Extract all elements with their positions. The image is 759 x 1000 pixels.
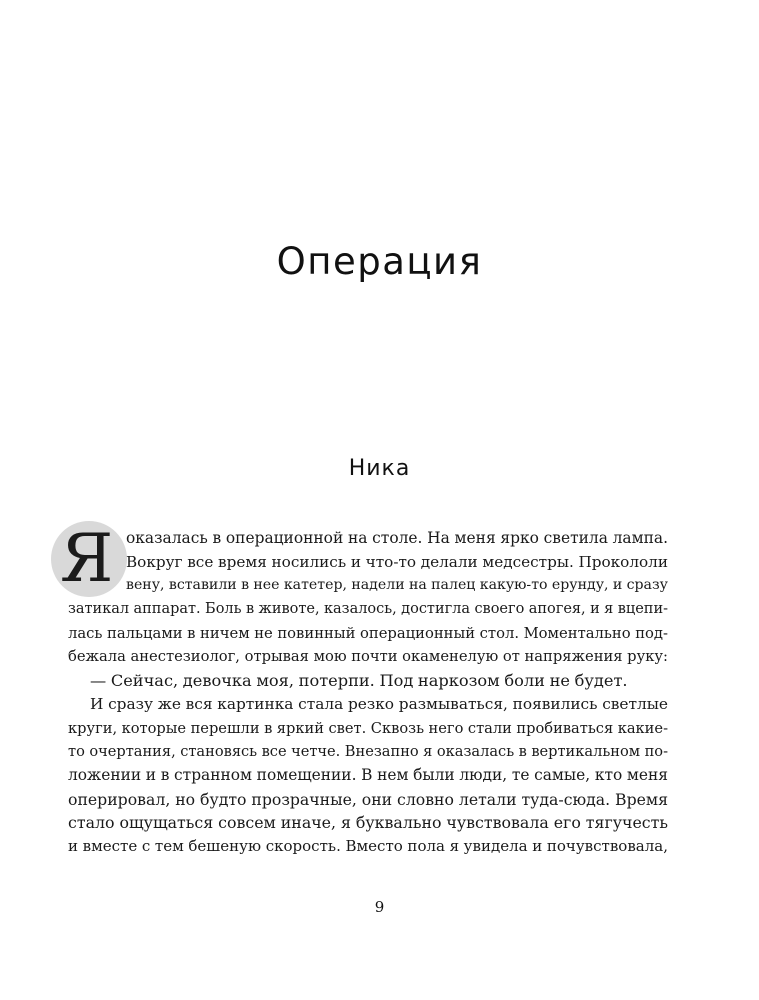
- text-line: затикал аппарат. Боль в животе, казалось, достигла своего апогея, и я вцепи-: [68, 601, 668, 618]
- text-line: И сразу же вся картинка стала резко размываться, появились светлые: [90, 694, 668, 713]
- text-line: оперировал, но будто прозрачные, они словно летали туда-сюда. Время: [68, 789, 668, 809]
- text-line: стало ощущаться совсем иначе, я буквально чувствовала его тягучесть: [68, 813, 668, 833]
- text-line: бежала анестезиолог, отрывая мою почти окаменелую от напряжения руку:: [68, 648, 668, 666]
- text-line: вену, вставили в нее катетер, надели на палец какую-то ерунду, и сразу: [126, 577, 668, 594]
- section-title: Ника: [348, 456, 411, 481]
- chapter-title: Операция: [276, 240, 483, 283]
- page-number: 9: [374, 898, 385, 916]
- text-line: ложении и в странном помещении. В нем были люди, те самые, кто меня: [68, 765, 668, 784]
- body-text: [68, 527, 668, 859]
- text-line: оказалась в операционной на столе. На меня ярко светила лампа.: [126, 529, 668, 547]
- text-line: лась пальцами в ничем не повинный операционный стол. Моментально под-: [68, 624, 668, 642]
- dropcap-letter: Я: [60, 520, 114, 597]
- text-line: круги, которые перешли в яркий свет. Сквозь него стали пробиваться какие-: [68, 719, 668, 737]
- text-line: то очертания, становясь все четче. Внезапно я оказалась в вертикальном по-: [68, 743, 668, 761]
- text-line: и вместе с тем бешеную скорость. Вместо пола я увидела и почувствовала,: [68, 836, 668, 855]
- text-line: Вокруг все время носились и что-то делали медсестры. Прокололи: [126, 552, 668, 571]
- dialogue-line: — Сейчас, девочка моя, потерпи. Под наркозом боли не будет.: [90, 671, 628, 691]
